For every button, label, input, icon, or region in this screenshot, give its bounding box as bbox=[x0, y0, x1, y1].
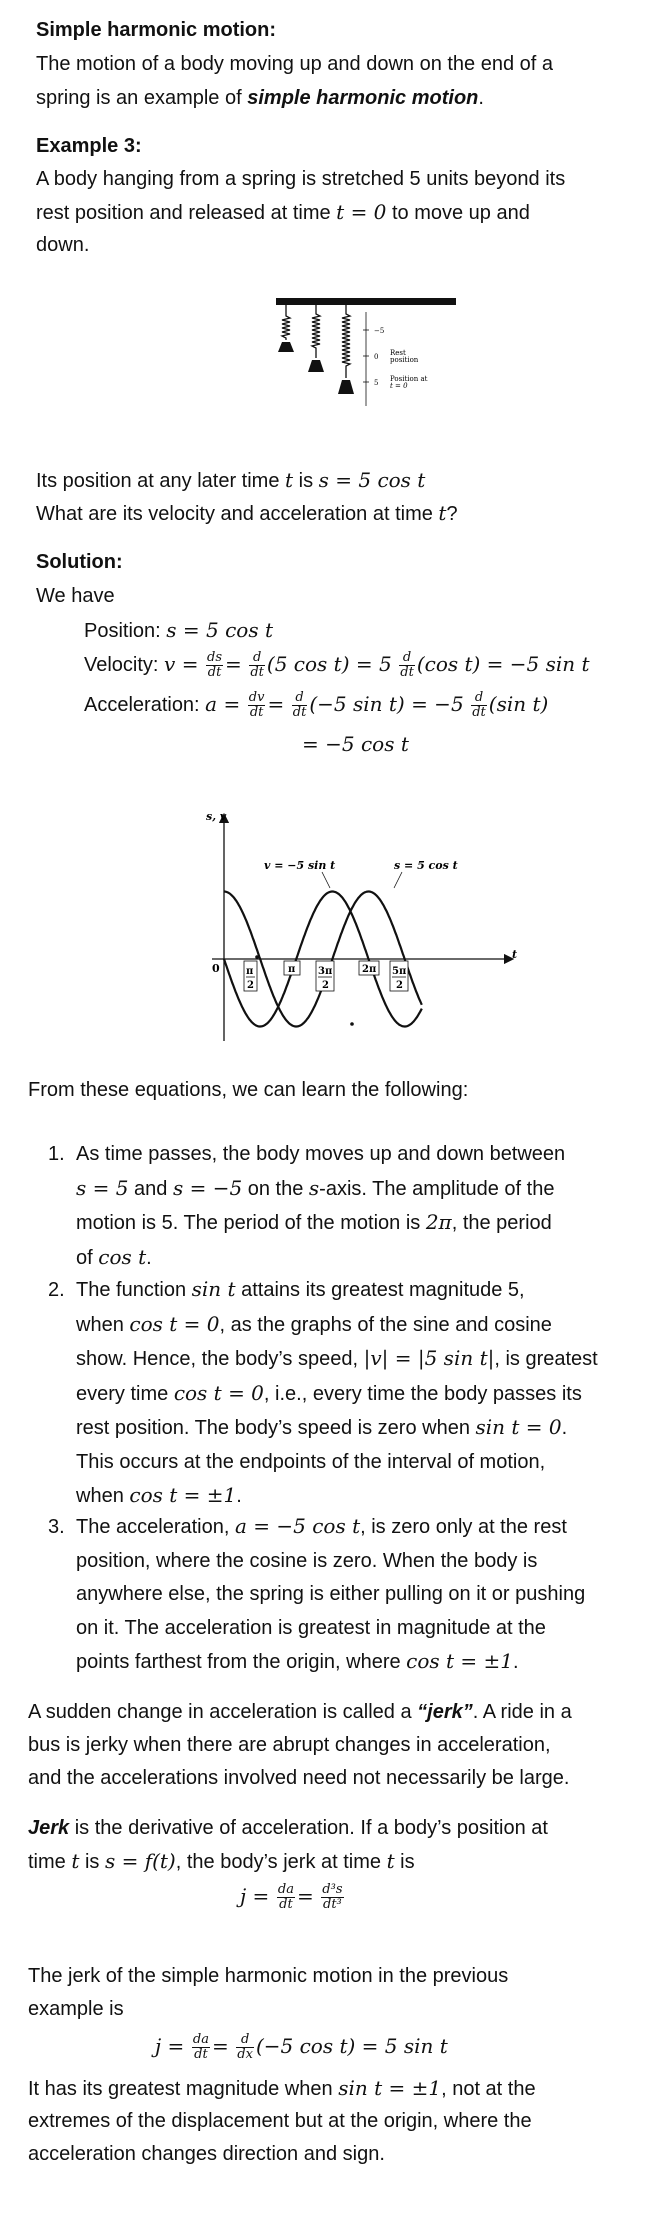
spring-3 bbox=[342, 305, 350, 378]
jerk-p3-line-1: The jerk of the simple harmonic motion in the previous bbox=[28, 1965, 509, 1987]
jerk-p1-line-2: bus is jerky when there are abrupt changes in acceleration, bbox=[28, 1734, 551, 1756]
acceleration-eq-2: = −5 cos t bbox=[302, 732, 409, 756]
tick-3pi-over-2 bbox=[316, 961, 334, 991]
rest-label: Rest bbox=[390, 349, 406, 357]
tick-5pi-over-2 bbox=[390, 961, 408, 991]
position-eq: Position: s = 5 cos t bbox=[84, 618, 273, 642]
svg-text:3π: 3π bbox=[318, 966, 333, 977]
we-have: We have bbox=[36, 585, 115, 607]
position-line-1: Its position at any later time t is s = 5 cos t bbox=[36, 468, 426, 492]
tick-minus-5: −5 bbox=[374, 327, 385, 335]
list-item-2: 2. The function sin t attains its greatest magnitude 5, when cos t = 0, as the graphs of the sine and cosine show. Hence, the body’s speed, |v| = |5 sin t|, is greatest every time cos t = 0, i.e., every time the body passes its rest position. The body’s speed is zero when sin t = 0. This occurs at the endpoints of the interval of motion, when cos t = ±1. bbox=[48, 1277, 598, 1507]
example-line-1: A body hanging from a spring is stretched 5 units beyond its bbox=[36, 168, 566, 190]
list-item-1: 1. As time passes, the body moves up and down between s = 5 and s = −5 on the s-axis. The amplitude of the motion is 5. The period of the motion is 2π, the period of cos t. bbox=[48, 1143, 566, 1269]
sine-cosine-graph bbox=[204, 806, 524, 1046]
intro-line-2: spring is an example of simple harmonic motion. bbox=[36, 87, 484, 109]
jerk-p3-line-2: example is bbox=[28, 1998, 124, 2020]
tick-pi-over-2 bbox=[244, 961, 257, 991]
intro-line-1: The motion of a body moving up and down on the end of a bbox=[36, 53, 554, 75]
svg-text:π: π bbox=[246, 966, 254, 977]
example-line-3: down. bbox=[36, 234, 90, 256]
jerk-term: “jerk” bbox=[417, 1701, 473, 1723]
weight-1 bbox=[278, 342, 294, 352]
y-axis-label: s, v bbox=[206, 810, 227, 823]
tick-5: 5 bbox=[374, 379, 379, 387]
learn-intro: From these equations, we can learn the following: bbox=[28, 1079, 469, 1101]
section-title: Simple harmonic motion: bbox=[36, 19, 277, 41]
weight-3 bbox=[338, 380, 354, 394]
origin-label: 0 bbox=[212, 962, 220, 975]
jerk-p4-line-1: It has its greatest magnitude when sin t = ±1, not at the bbox=[28, 2076, 536, 2100]
tick-2pi bbox=[359, 961, 379, 975]
acceleration-eq: Acceleration: a = $\frac{dv}{dt}$ = $\frac{d}{dt}$ (−5 sin t) = −5 $\frac{d}{dt}$ (sin t) bbox=[84, 690, 549, 721]
jerk-p4-line-2: extremes of the displacement but at the origin, where the bbox=[28, 2110, 532, 2132]
velocity-eq: Velocity: v = $\frac{ds}{dt}$ = $\frac{d}{dt}$ (5 cos t) = 5 $\frac{d}{dt}$ (cos t) = −5 sin t bbox=[84, 650, 590, 681]
list-item-3: 3. The acceleration, a = −5 cos t, is zero only at the rest position, where the cosine is zero. When the body is anywhere else, the spring is either pulling on it or pushing on it. The acceleration is greatest in magnitude at the points farthest from the origin, where cos t = ±1. bbox=[48, 1514, 586, 1673]
solution-title: Solution: bbox=[36, 551, 123, 573]
svg-text:2π: 2π bbox=[362, 964, 377, 975]
v-curve-label: v = −5 sin t bbox=[264, 859, 336, 872]
svg-text:π: π bbox=[288, 964, 296, 975]
spring-2 bbox=[312, 305, 320, 358]
jerk-p2-line-1: Jerk is the derivative of acceleration. If a body’s position at bbox=[28, 1817, 548, 1839]
svg-text:2: 2 bbox=[247, 980, 254, 991]
tick-pi bbox=[284, 961, 300, 975]
pos-label: Position at bbox=[390, 375, 428, 383]
pos-label-2: t = 0 bbox=[390, 382, 408, 390]
spring-1 bbox=[282, 305, 290, 340]
svg-text:2: 2 bbox=[396, 980, 403, 991]
example-line-2: rest position and released at time t = 0 to move up and bbox=[36, 200, 530, 224]
jerk-p2-line-2: time t is s = f(t), the body’s jerk at time t is bbox=[28, 1849, 415, 1873]
tick-0: 0 bbox=[374, 353, 379, 361]
s-curve-label: s = 5 cos t bbox=[394, 859, 458, 872]
jerk-eq-1: j = $\frac{da}{dt}$ = $\frac{\text{d³s}}{\text{dt³}}$ bbox=[240, 1882, 343, 1913]
jerk-eq-2: j = $\frac{da}{dt}$ = $\frac{d}{dx}$ (−5 cos t) = 5 sin t bbox=[155, 2032, 448, 2063]
spring-figure bbox=[266, 294, 466, 434]
svg-text:5π: 5π bbox=[392, 966, 407, 977]
example-title: Example 3: bbox=[36, 135, 142, 157]
position-line-2: What are its velocity and acceleration at time t? bbox=[36, 501, 458, 525]
shm-term: simple harmonic motion bbox=[247, 87, 479, 109]
x-axis-label: t bbox=[512, 948, 518, 961]
svg-text:2: 2 bbox=[322, 980, 329, 991]
jerk-p4-line-3: acceleration changes direction and sign. bbox=[28, 2143, 385, 2165]
ceiling-bar bbox=[276, 298, 456, 305]
weight-2 bbox=[308, 360, 324, 372]
jerk-p1-line-3: and the accelerations involved need not necessarily be large. bbox=[28, 1767, 570, 1789]
jerk-p1-line-1: A sudden change in acceleration is called a “jerk”. A ride in a bbox=[28, 1701, 572, 1723]
rest-label-2: position bbox=[390, 356, 419, 364]
